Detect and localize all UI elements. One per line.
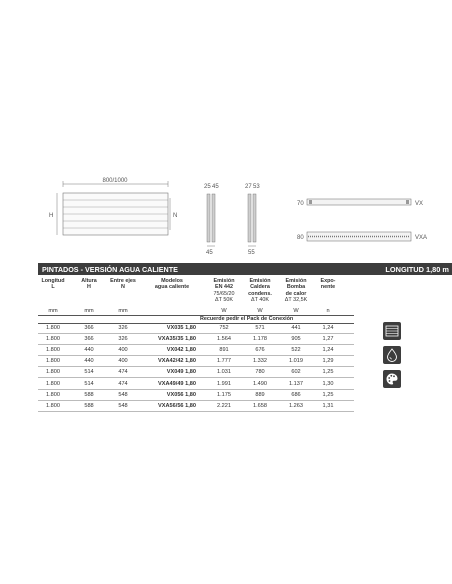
spacer	[68, 356, 76, 367]
top-view-vxa-drawing	[297, 232, 427, 241]
cell-longitud: 1.800	[38, 345, 68, 356]
cell-emision-50k: 1.564	[206, 334, 242, 345]
column-header-entre-ejes	[106, 278, 140, 291]
spacer	[68, 367, 76, 378]
cell-emision-40k: 1.178	[242, 334, 278, 345]
top2-depth-label: 80	[297, 235, 304, 241]
spacer	[68, 323, 76, 334]
water-drop-icon	[383, 346, 401, 364]
col-emision3-line2: Bomba	[286, 284, 306, 291]
side2-top-label: 27	[245, 184, 252, 190]
col-emision2-line4: ΔT 40K	[251, 296, 269, 303]
cell-exponente: 1,25	[314, 367, 342, 378]
table-row	[38, 378, 354, 389]
spacer	[68, 334, 76, 345]
cell-emision-40k: 1.658	[242, 400, 278, 411]
cell-emision-50k: 752	[206, 323, 242, 334]
top1-depth-label: 70	[297, 201, 304, 207]
spacer	[198, 345, 206, 356]
col-emision3-line4: ΔT 32,5K	[284, 296, 308, 303]
cell-altura: 588	[76, 400, 102, 411]
table-row	[38, 356, 354, 367]
col-altura-line2: H	[87, 284, 91, 291]
col-emision1-line4: ΔT 50K	[215, 296, 233, 303]
front-view-drawing	[49, 178, 177, 235]
cell-emision-40k: 571	[242, 323, 278, 334]
col-longitud-line2: L	[51, 284, 55, 291]
cell-emision-32k: 1.019	[278, 356, 314, 367]
spacer	[198, 356, 206, 367]
spacer	[342, 378, 354, 389]
table-row	[38, 345, 354, 356]
col-emision1-line3: 75/65/20	[213, 290, 235, 297]
unit-emision2: W	[257, 308, 263, 314]
cell-altura: 514	[76, 367, 102, 378]
unit-emision3: W	[293, 308, 299, 314]
spacer	[342, 389, 354, 400]
spacer	[198, 400, 206, 411]
cell-emision-32k: 1.137	[278, 378, 314, 389]
cell-emision-50k: 1.031	[206, 367, 242, 378]
cell-emision-32k: 686	[278, 389, 314, 400]
spacer	[342, 367, 354, 378]
front-width-label: 800/1000	[102, 178, 128, 184]
table-row	[38, 400, 354, 411]
col-emision2-line2: Caldera	[250, 284, 270, 291]
column-header-longitud	[38, 278, 68, 291]
spacer	[68, 400, 76, 411]
col-modelos-line2: agua caliente	[154, 284, 190, 291]
top1-model-label: VX	[415, 201, 424, 207]
cell-modelo: VX056 1,80	[146, 389, 198, 400]
table-row	[38, 334, 354, 345]
column-header-modelos	[146, 278, 198, 291]
cell-longitud: 1.800	[38, 323, 68, 334]
drawings-svg	[0, 170, 452, 260]
side1-bottom-label: 45	[206, 250, 213, 256]
col-exponente-line1: Expo-	[320, 278, 336, 284]
cell-emision-50k: 1.777	[206, 356, 242, 367]
cell-emision-50k: 891	[206, 345, 242, 356]
spacer	[198, 389, 206, 400]
palette-icon	[383, 370, 401, 388]
table-row	[38, 323, 354, 334]
cell-emision-50k: 1.991	[206, 378, 242, 389]
cell-emision-32k: 441	[278, 323, 314, 334]
spacer	[342, 356, 354, 367]
technical-drawings	[0, 170, 452, 260]
spacer	[68, 389, 76, 400]
cell-exponente: 1,24	[314, 345, 342, 356]
column-header-altura	[76, 278, 102, 291]
spacer	[68, 345, 76, 356]
col-emision3-line1: Emisión	[285, 278, 307, 284]
banner-title: PINTADOS - VERSIÓN AGUA CALIENTE	[42, 265, 178, 274]
cell-exponente: 1,30	[314, 378, 342, 389]
cell-longitud: 1.800	[38, 334, 68, 345]
cell-modelo: VX042 1,80	[146, 345, 198, 356]
cell-emision-32k: 602	[278, 367, 314, 378]
cell-emision-40k: 889	[242, 389, 278, 400]
cell-entre-ejes: 548	[106, 400, 140, 411]
unit-emision1: W	[221, 308, 227, 314]
spacer	[342, 334, 354, 345]
radiator-icon	[383, 322, 401, 340]
col-entre-ejes-line1: Entre ejes	[110, 278, 136, 284]
cell-exponente: 1,29	[314, 356, 342, 367]
col-emision1-line1: Emisión	[213, 278, 235, 284]
spacer	[342, 345, 354, 356]
unit-longitud: mm	[48, 308, 58, 314]
cell-longitud: 1.800	[38, 400, 68, 411]
column-header-emision-en442	[206, 278, 242, 303]
cell-exponente: 1,24	[314, 323, 342, 334]
cell-modelo: VX049 1,80	[146, 367, 198, 378]
cell-emision-32k: 905	[278, 334, 314, 345]
cell-altura: 514	[76, 378, 102, 389]
unit-entre-ejes: mm	[118, 308, 128, 314]
cell-entre-ejes: 400	[106, 356, 140, 367]
cell-exponente: 1,27	[314, 334, 342, 345]
cell-longitud: 1.800	[38, 367, 68, 378]
cell-altura: 588	[76, 389, 102, 400]
radiator-table	[38, 323, 354, 412]
col-altura-line1: Altura	[81, 278, 97, 284]
column-header-emision-caldera	[242, 278, 278, 303]
unit-altura: mm	[84, 308, 94, 314]
cell-modelo: VXA56/56 1,80	[146, 400, 198, 411]
col-entre-ejes-line2: N	[121, 284, 125, 291]
table-row	[38, 389, 354, 400]
cell-emision-32k: 522	[278, 345, 314, 356]
cell-emision-32k: 1.263	[278, 400, 314, 411]
cell-longitud: 1.800	[38, 378, 68, 389]
connection-pack-notice: Recuerde pedir el Pack de Conexión	[200, 316, 294, 322]
cell-modelo: VXA35/35 1,80	[146, 334, 198, 345]
cell-emision-40k: 676	[242, 345, 278, 356]
side-view-2-drawing	[245, 184, 260, 256]
cell-altura: 440	[76, 356, 102, 367]
spacer	[198, 367, 206, 378]
section-banner	[38, 263, 452, 275]
cell-entre-ejes: 326	[106, 334, 140, 345]
spacer	[198, 378, 206, 389]
col-exponente-line2: nente	[320, 284, 336, 291]
cell-modelo: VX035 1,80	[146, 323, 198, 334]
cell-exponente: 1,31	[314, 400, 342, 411]
top2-model-label: VXA	[415, 235, 428, 241]
front-n-label: N	[173, 213, 178, 219]
col-emision1-line2: EN 442	[215, 284, 233, 291]
col-emision2-line1: Emisión	[249, 278, 271, 284]
cell-entre-ejes: 326	[106, 323, 140, 334]
cell-modelo: VXA42/42 1,80	[146, 356, 198, 367]
cell-entre-ejes: 474	[106, 367, 140, 378]
col-longitud-line1: Longitud	[41, 278, 65, 284]
side1-top-label: 25	[204, 184, 211, 190]
banner-length: LONGITUD 1,80 m	[385, 265, 449, 274]
top-view-vx-drawing	[297, 199, 423, 207]
table-row	[38, 367, 354, 378]
cell-emision-40k: 780	[242, 367, 278, 378]
spacer	[68, 378, 76, 389]
cell-entre-ejes: 548	[106, 389, 140, 400]
side1-top2-label: 45	[212, 184, 219, 190]
cell-emision-50k: 1.175	[206, 389, 242, 400]
cell-entre-ejes: 400	[106, 345, 140, 356]
front-h-label: H	[49, 213, 54, 219]
side2-top2-label: 53	[253, 184, 260, 190]
column-header-emision-bomba	[278, 278, 314, 303]
cell-modelo: VXA49/49 1,80	[146, 378, 198, 389]
unit-exponente: n	[326, 308, 330, 314]
side2-bottom-label: 55	[248, 250, 255, 256]
spacer	[342, 323, 354, 334]
divider-top	[38, 315, 354, 316]
cell-altura: 366	[76, 323, 102, 334]
column-header-exponente	[314, 278, 342, 291]
col-modelos-line1: Modelos	[161, 278, 183, 284]
col-emision3-line3: de calor	[285, 290, 307, 297]
spacer	[198, 323, 206, 334]
table-body	[38, 323, 354, 411]
side-view-1-drawing	[204, 184, 219, 256]
cell-exponente: 1,25	[314, 389, 342, 400]
cell-emision-50k: 2.221	[206, 400, 242, 411]
col-emision2-line3: condens.	[248, 290, 272, 297]
cell-longitud: 1.800	[38, 356, 68, 367]
cell-entre-ejes: 474	[106, 378, 140, 389]
spacer	[342, 400, 354, 411]
spacer	[198, 334, 206, 345]
cell-longitud: 1.800	[38, 389, 68, 400]
cell-emision-40k: 1.332	[242, 356, 278, 367]
cell-emision-40k: 1.490	[242, 378, 278, 389]
cell-altura: 440	[76, 345, 102, 356]
cell-altura: 366	[76, 334, 102, 345]
